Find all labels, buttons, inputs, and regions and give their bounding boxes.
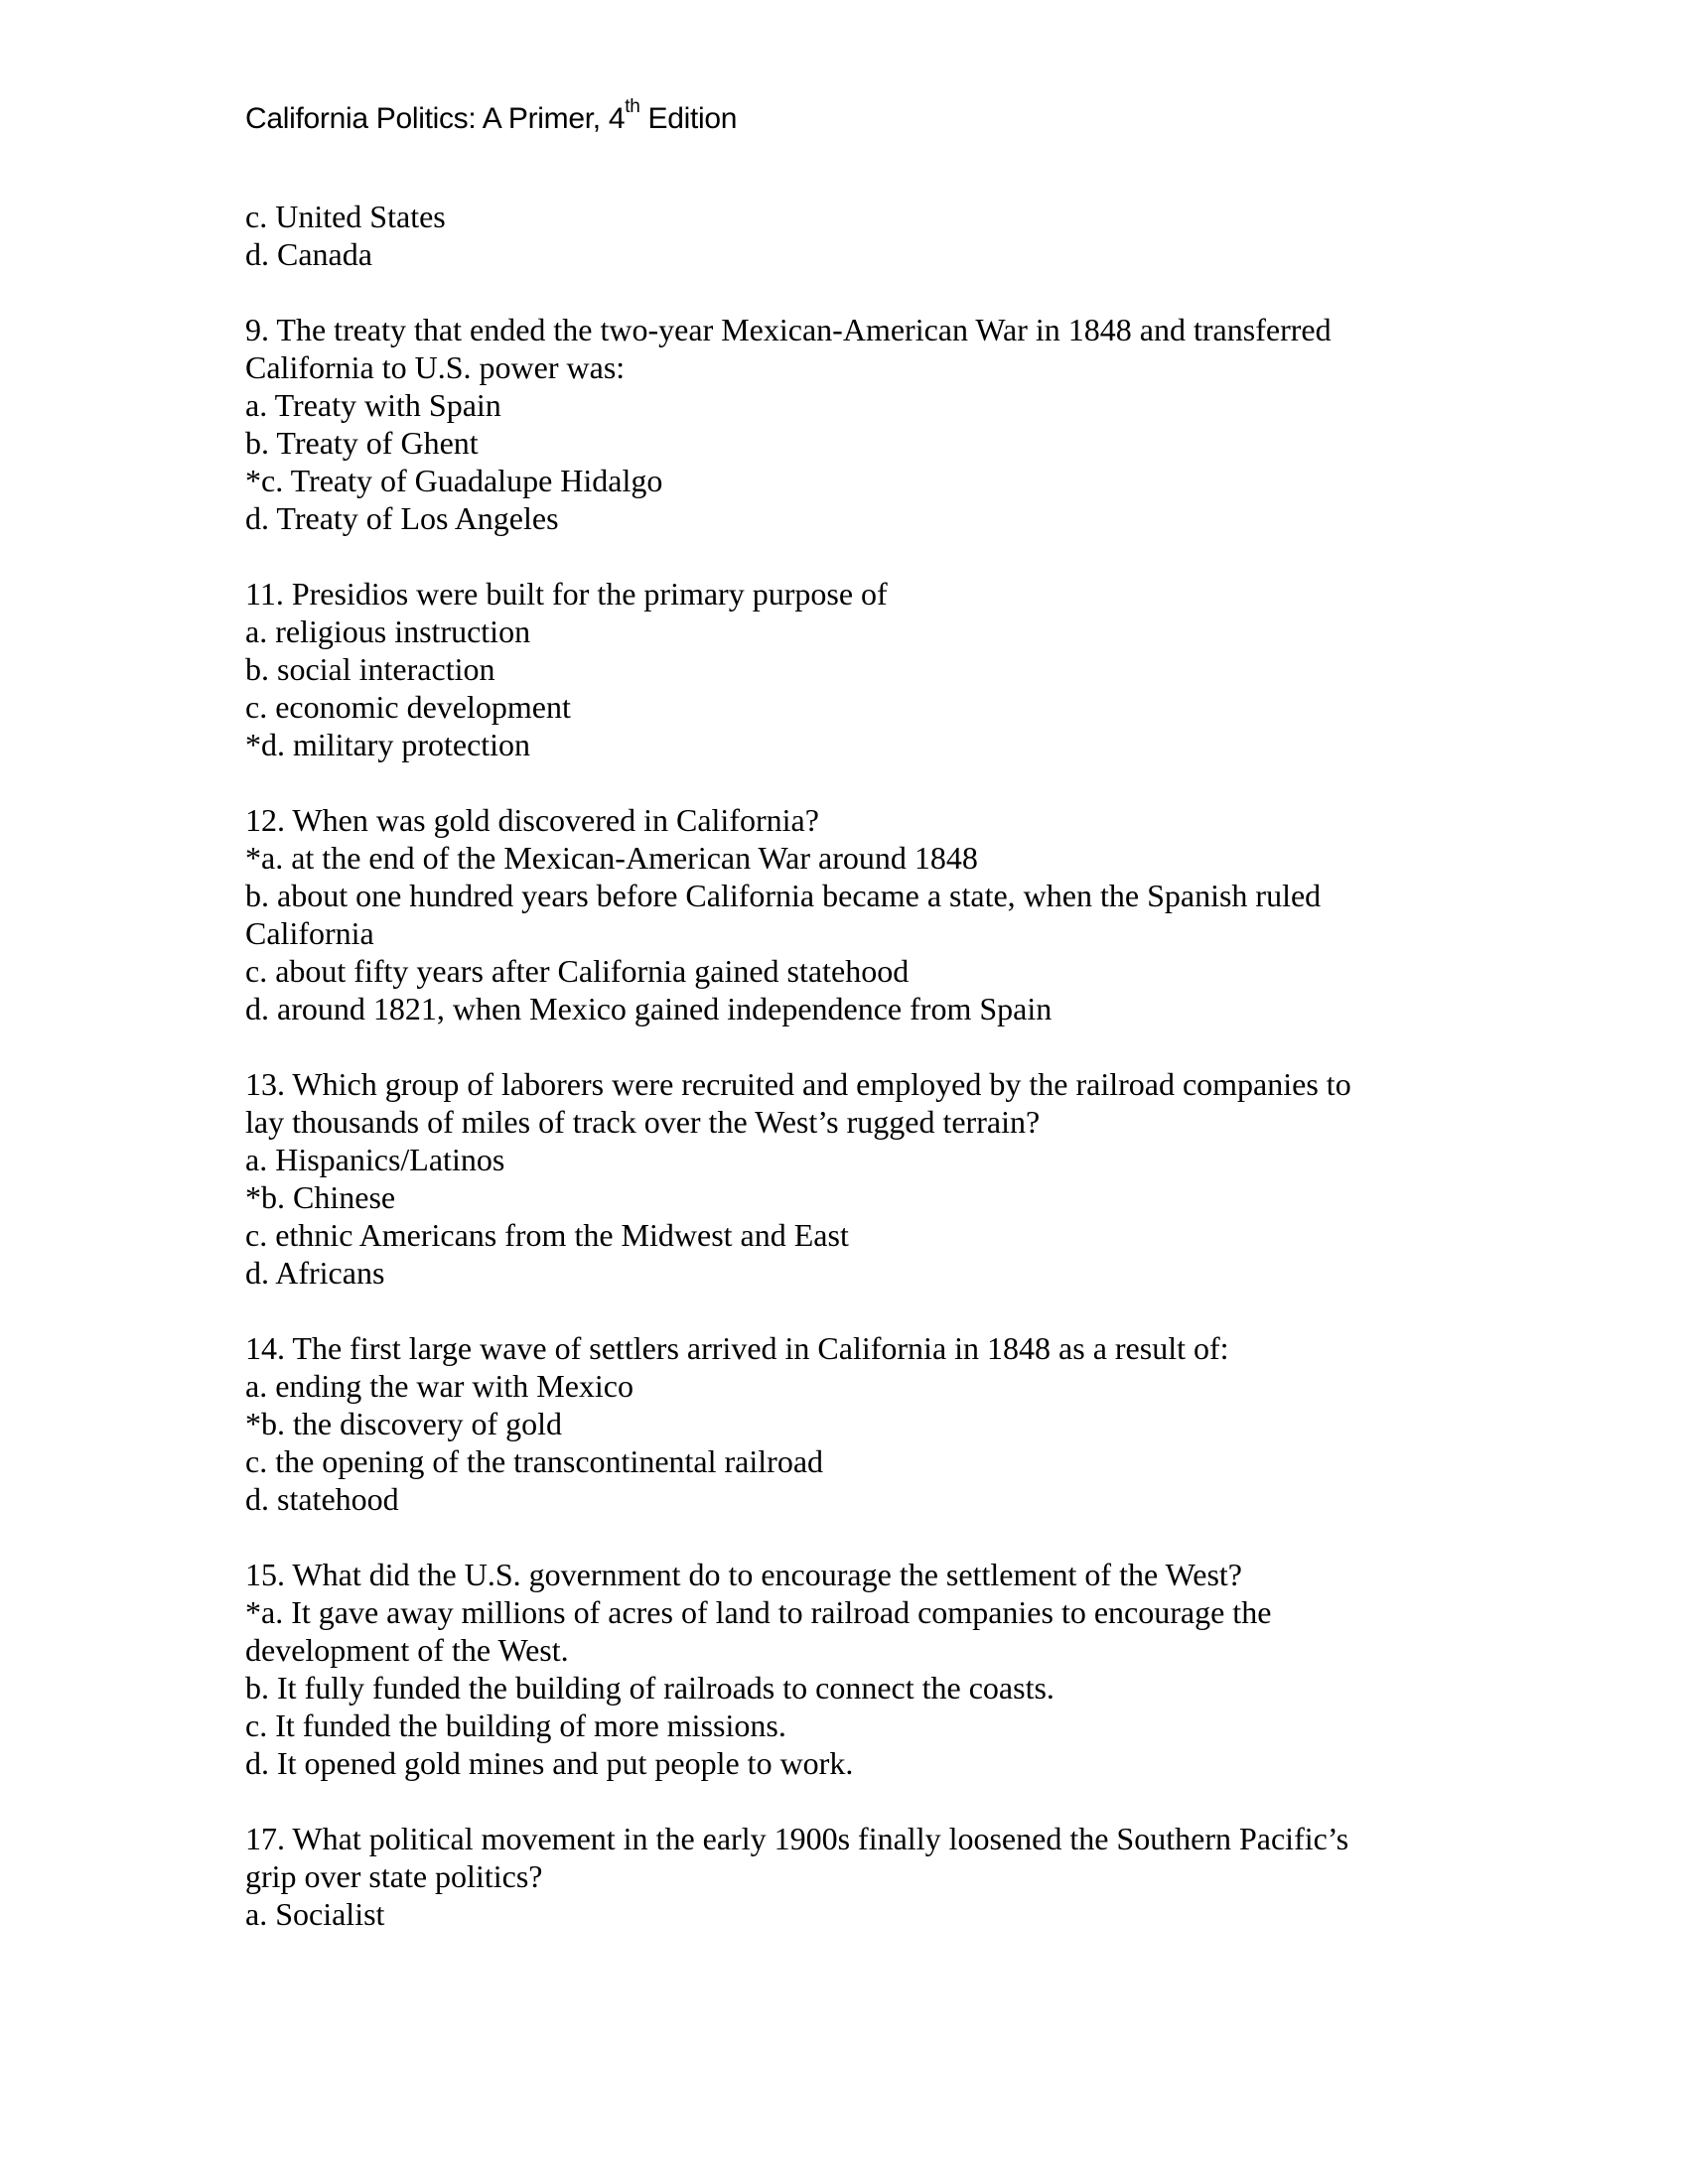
text-line: a. Hispanics/Latinos bbox=[245, 1142, 505, 1177]
question-block bbox=[245, 1329, 1351, 1518]
text-line: c. United States bbox=[245, 199, 446, 234]
text-line: *d. military protection bbox=[245, 727, 531, 762]
question-block bbox=[245, 1820, 1351, 1933]
text-line: 9. The treaty that ended the two-year Mexican-American War in 1848 and transferred bbox=[245, 312, 1332, 347]
text-line: California bbox=[245, 915, 374, 951]
text-line: California to U.S. power was: bbox=[245, 349, 626, 385]
text-line: a. religious instruction bbox=[245, 614, 531, 649]
text-line: *a. It gave away millions of acres of land to railroad companies to encourage the bbox=[245, 1594, 1272, 1630]
text-line: a. Socialist bbox=[245, 1896, 385, 1932]
text-line: grip over state politics? bbox=[245, 1858, 543, 1894]
question-block bbox=[245, 311, 1351, 537]
text-line: d. around 1821, when Mexico gained independence from Spain bbox=[245, 991, 1053, 1026]
text-line: d. Africans bbox=[245, 1255, 385, 1291]
text-line: d. It opened gold mines and put people to work. bbox=[245, 1745, 854, 1781]
text-line: b. social interaction bbox=[245, 651, 495, 687]
header-title-superscript: th bbox=[625, 96, 640, 117]
text-line: c. about fifty years after California gained statehood bbox=[245, 953, 910, 989]
question-block bbox=[245, 198, 1351, 273]
text-line: a. ending the war with Mexico bbox=[245, 1368, 633, 1404]
text-line: c. economic development bbox=[245, 689, 571, 725]
text-line: 17. What political movement in the early 1900s finally loosened the Southern Pacific’s bbox=[245, 1821, 1349, 1856]
text-line: *b. the discovery of gold bbox=[245, 1406, 563, 1441]
text-line: c. the opening of the transcontinental railroad bbox=[245, 1443, 824, 1479]
text-line: d. Treaty of Los Angeles bbox=[245, 500, 559, 536]
text-line: d. statehood bbox=[245, 1481, 399, 1517]
text-line: b. Treaty of Ghent bbox=[245, 425, 479, 461]
text-line: lay thousands of miles of track over the West’s rugged terrain? bbox=[245, 1104, 1041, 1140]
text-line: b. It fully funded the building of railroads to connect the coasts. bbox=[245, 1670, 1055, 1706]
text-line: 12. When was gold discovered in California? bbox=[245, 802, 819, 838]
text-line: 13. Which group of laborers were recruited and employed by the railroad companies to bbox=[245, 1066, 1351, 1102]
text-line: c. ethnic Americans from the Midwest and East bbox=[245, 1217, 849, 1253]
text-line: *a. at the end of the Mexican-American War around 1848 bbox=[245, 840, 978, 876]
text-line: 11. Presidios were built for the primary purpose of bbox=[245, 576, 888, 612]
text-line: *c. Treaty of Guadalupe Hidalgo bbox=[245, 463, 663, 498]
text-line: c. It funded the building of more missions. bbox=[245, 1707, 786, 1743]
page-header bbox=[245, 96, 738, 139]
header-title-main: California Politics: A Primer, 4 bbox=[245, 102, 626, 135]
question-block bbox=[245, 801, 1351, 1027]
question-block bbox=[245, 575, 1351, 763]
text-line: a. Treaty with Spain bbox=[245, 387, 501, 423]
text-line: 14. The first large wave of settlers arrived in California in 1848 as a result of: bbox=[245, 1330, 1229, 1366]
question-list bbox=[245, 198, 1351, 1971]
question-block bbox=[245, 1556, 1351, 1782]
text-line: *b. Chinese bbox=[245, 1179, 396, 1215]
text-line: d. Canada bbox=[245, 236, 372, 272]
question-block bbox=[245, 1065, 1351, 1292]
header-title-end: Edition bbox=[639, 102, 738, 135]
text-line: development of the West. bbox=[245, 1632, 569, 1668]
text-line: b. about one hundred years before California became a state, when the Spanish ruled bbox=[245, 878, 1322, 913]
text-line: 15. What did the U.S. government do to encourage the settlement of the West? bbox=[245, 1557, 1242, 1592]
